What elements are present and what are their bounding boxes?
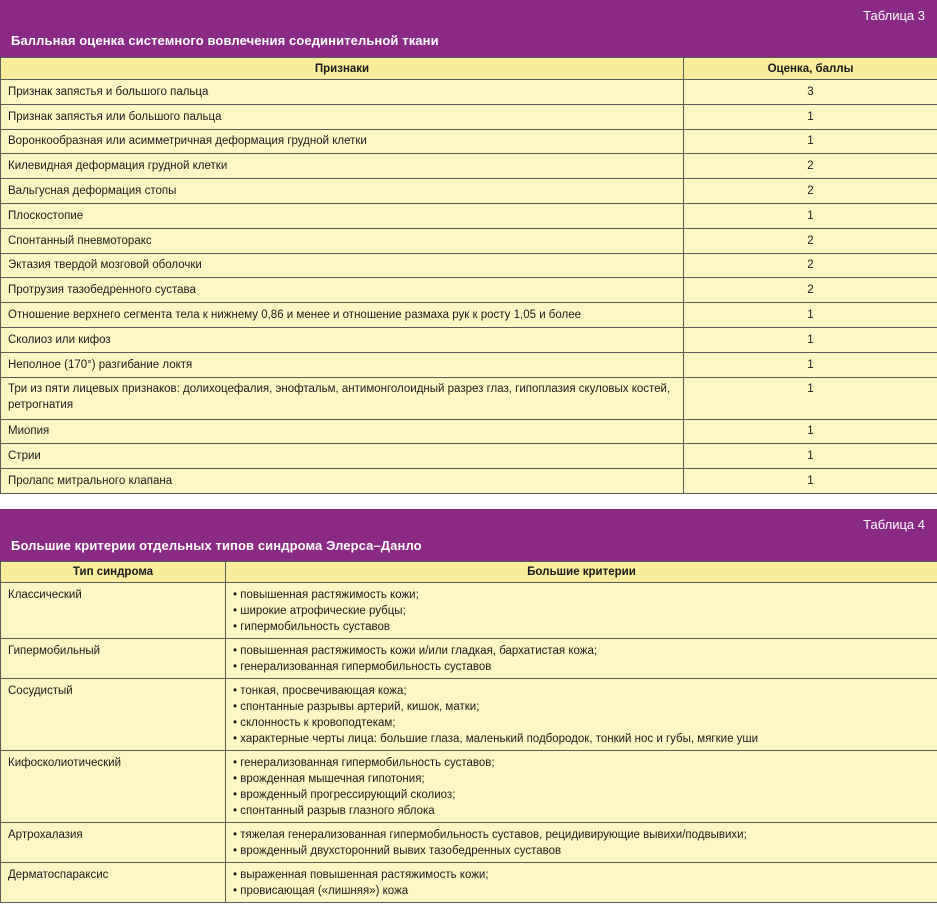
sign-cell: Признак запястья и большого пальца: [1, 80, 684, 105]
table4-number: Таблица 4: [863, 516, 925, 532]
table-row: [1, 444, 937, 469]
criteria-list: [233, 867, 930, 899]
table4-title: Большие критерии отдельных типов синдрома Элерса–Данло: [11, 537, 422, 553]
table-row: [1, 352, 937, 377]
table4-header-row: [1, 561, 937, 582]
criteria-item: • спонтанные разрывы артерий, кишок, матки;: [233, 699, 930, 715]
table3: [0, 57, 937, 494]
criteria-cell: [226, 750, 937, 822]
sign-cell: Протрузия тазобедренного сустава: [1, 278, 684, 303]
criteria-cell: [226, 862, 937, 902]
score-cell: 1: [684, 203, 937, 228]
criteria-item: • генерализованная гипермобильность суставов: [233, 659, 930, 675]
sign-cell: Эктазия твердой мозговой оболочки: [1, 253, 684, 278]
score-cell: 1: [684, 469, 937, 494]
score-cell: 1: [684, 327, 937, 352]
table-row: [1, 582, 937, 638]
sign-cell: Сколиоз или кифоз: [1, 327, 684, 352]
syndrome-type-cell: Гипермобильный: [1, 638, 226, 678]
sign-cell: Стрии: [1, 444, 684, 469]
criteria-item: • врожденный прогрессирующий сколиоз;: [233, 787, 930, 803]
score-cell: 2: [684, 253, 937, 278]
criteria-item: • повышенная растяжимость кожи и/или гладкая, бархатистая кожа;: [233, 643, 930, 659]
criteria-cell: [226, 678, 937, 750]
criteria-item: • спонтанный разрыв глазного яблока: [233, 803, 930, 819]
table-row: [1, 638, 937, 678]
score-cell: 2: [684, 179, 937, 204]
sign-cell: Воронкообразная или асимметричная деформация грудной клетки: [1, 129, 684, 154]
score-cell: 1: [684, 104, 937, 129]
table-row: [1, 154, 937, 179]
table-row: [1, 278, 937, 303]
table-row: [1, 419, 937, 444]
table3-title: Балльная оценка системного вовлечения соединительной ткани: [11, 33, 439, 48]
score-cell: 1: [684, 129, 937, 154]
table-row: [1, 104, 937, 129]
sign-cell: Вальгусная деформация стопы: [1, 179, 684, 204]
sign-cell: Неполное (170°) разгибание локтя: [1, 352, 684, 377]
table4-header: [0, 509, 937, 561]
table-row: [1, 377, 937, 419]
criteria-cell: [226, 822, 937, 862]
criteria-item: • врожденная мышечная гипотония;: [233, 771, 930, 787]
criteria-cell: [226, 638, 937, 678]
table-row: [1, 303, 937, 328]
criteria-list: [233, 587, 930, 635]
table4-block: [0, 509, 937, 903]
score-cell: 2: [684, 154, 937, 179]
criteria-item: • генерализованная гипермобильность суставов;: [233, 755, 930, 771]
criteria-cell: [226, 582, 937, 638]
score-cell: 1: [684, 419, 937, 444]
table-row: [1, 228, 937, 253]
sign-cell: Признак запястья или большого пальца: [1, 104, 684, 129]
table-row: [1, 253, 937, 278]
column-header-signs: Признаки: [1, 58, 684, 80]
column-header-criteria: Большие критерии: [226, 561, 937, 582]
criteria-item: • тонкая, просвечивающая кожа;: [233, 683, 930, 699]
table-row: [1, 822, 937, 862]
table4: [0, 561, 937, 903]
column-header-score: Оценка, баллы: [684, 58, 937, 80]
table-row: [1, 862, 937, 902]
criteria-item: • провисающая («лишняя») кожа: [233, 883, 930, 899]
table-row: [1, 678, 937, 750]
sign-cell: Спонтанный пневмоторакс: [1, 228, 684, 253]
criteria-item: • тяжелая генерализованная гипермобильность суставов, рецидивирующие вывихи/подвывихи;: [233, 827, 930, 843]
syndrome-type-cell: Артрохалазия: [1, 822, 226, 862]
table-row: [1, 179, 937, 204]
table3-header: [0, 0, 937, 57]
table3-header-row: [1, 58, 937, 80]
sign-cell: Миопия: [1, 419, 684, 444]
criteria-item: • врожденный двухсторонний вывих тазобедренных суставов: [233, 843, 930, 859]
sign-cell: Отношение верхнего сегмента тела к нижнему 0,86 и менее и отношение размаха рук к росту 1,05 и более: [1, 303, 684, 328]
table-row: [1, 203, 937, 228]
score-cell: 2: [684, 278, 937, 303]
syndrome-type-cell: Кифосколиотический: [1, 750, 226, 822]
sign-cell: Килевидная деформация грудной клетки: [1, 154, 684, 179]
syndrome-type-cell: Дерматоспараксис: [1, 862, 226, 902]
criteria-list: [233, 643, 930, 675]
criteria-item: • широкие атрофические рубцы;: [233, 603, 930, 619]
syndrome-type-cell: Сосудистый: [1, 678, 226, 750]
score-cell: 1: [684, 444, 937, 469]
criteria-item: • повышенная растяжимость кожи;: [233, 587, 930, 603]
criteria-list: [233, 755, 930, 819]
score-cell: 3: [684, 80, 937, 105]
spacer: [0, 494, 937, 509]
table3-number: Таблица 3: [863, 8, 925, 23]
table-row: [1, 129, 937, 154]
criteria-item: • гипермобильность суставов: [233, 619, 930, 635]
table-row: [1, 750, 937, 822]
sign-cell: Пролапс митрального клапана: [1, 469, 684, 494]
criteria-list: [233, 827, 930, 859]
criteria-item: • выраженная повышенная растяжимость кожи;: [233, 867, 930, 883]
sign-cell: Плоскостопие: [1, 203, 684, 228]
score-cell: 1: [684, 377, 937, 419]
sign-cell: Три из пяти лицевых признаков: долихоцефалия, энофтальм, антимонголоидный разрез глаз, гипоплазия скуловых костей, ретрогнатия: [1, 377, 684, 419]
table-row: [1, 469, 937, 494]
score-cell: 2: [684, 228, 937, 253]
column-header-type: Тип синдрома: [1, 561, 226, 582]
criteria-list: [233, 683, 930, 747]
table-row: [1, 327, 937, 352]
criteria-item: • характерные черты лица: большие глаза, маленький подбородок, тонкий нос и губы, мягкие уши: [233, 731, 930, 747]
score-cell: 1: [684, 352, 937, 377]
criteria-item: • склонность к кровоподтекам;: [233, 715, 930, 731]
score-cell: 1: [684, 303, 937, 328]
syndrome-type-cell: Классический: [1, 582, 226, 638]
table-row: [1, 80, 937, 105]
